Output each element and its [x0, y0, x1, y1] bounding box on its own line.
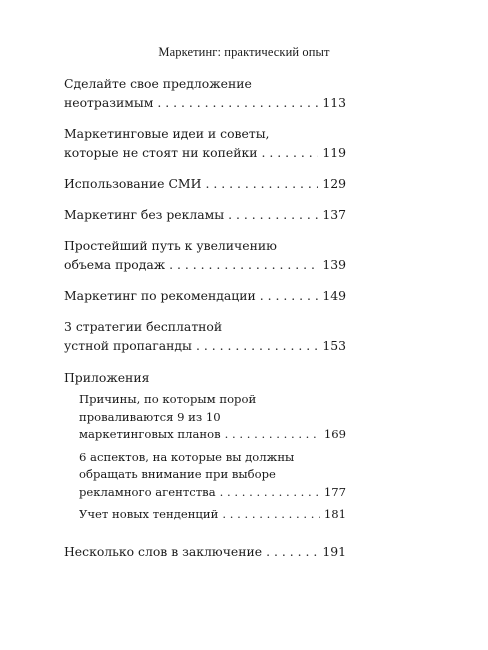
running-head: Маркетинг: практический опыт — [158, 45, 330, 59]
toc-entry-title: Использование СМИ — [64, 176, 202, 191]
leader-dots — [266, 542, 318, 561]
toc-entry-line — [64, 286, 346, 305]
toc-appendix-entries — [64, 391, 346, 524]
toc-page-number: 169 — [323, 427, 346, 441]
leader-dots — [220, 484, 320, 502]
toc-entry-title-line: обращать внимание при выборе — [79, 467, 276, 481]
table-of-contents — [64, 74, 346, 561]
toc-entry-line — [64, 143, 346, 162]
toc-entry-title: устной пропаганды — [64, 338, 192, 353]
toc-page-number: 181 — [323, 507, 346, 521]
toc-entry-title: Учет новых тенденций — [79, 507, 219, 521]
toc-page-number: 149 — [322, 288, 346, 303]
toc-entry[interactable] — [79, 449, 346, 502]
toc-entry-title: неотразимым — [64, 95, 154, 110]
toc-entry-line — [64, 174, 346, 193]
toc-entry-line — [64, 205, 346, 224]
toc-main-entries — [64, 74, 346, 355]
leader-dots — [196, 336, 318, 355]
toc-entry-title-line: Причины, по которым порой — [79, 392, 257, 406]
toc-entry-line — [79, 484, 346, 502]
toc-entry[interactable] — [79, 391, 346, 444]
toc-entry-title-line: проваливаются 9 из 10 — [79, 409, 221, 424]
toc-entry-line — [64, 255, 346, 274]
leader-dots — [225, 426, 320, 444]
toc-entry-line — [79, 506, 346, 524]
toc-entry-title-line: 3 стратегии бесплатной — [64, 319, 223, 334]
toc-entry-line — [79, 426, 346, 444]
toc-entry-closing[interactable] — [64, 542, 346, 561]
toc-entry[interactable] — [64, 317, 346, 355]
toc-entry[interactable] — [64, 236, 346, 274]
toc-page-number: 191 — [322, 543, 346, 559]
leader-dots — [260, 286, 319, 305]
toc-entry-title: которые не стоят ни копейки — [64, 145, 258, 160]
toc-entry[interactable] — [64, 74, 346, 112]
toc-page-number: 139 — [322, 257, 346, 272]
toc-page-number: 129 — [322, 176, 346, 191]
toc-entry-title: маркетинговых планов — [79, 427, 221, 441]
leader-dots — [262, 143, 319, 162]
toc-entry-title: Маркетинг без рекламы — [64, 207, 225, 222]
toc-entry[interactable] — [64, 174, 346, 193]
toc-page-number: 137 — [322, 207, 346, 222]
toc-entry-title-line: 6 аспектов, на которые вы должны — [79, 449, 295, 464]
leader-dots — [222, 506, 320, 524]
leader-dots — [169, 255, 318, 274]
toc-entry-title: рекламного агентства — [79, 484, 216, 499]
toc-entry-title-line: Простейший путь к увеличению — [64, 238, 277, 253]
leader-dots — [157, 93, 318, 112]
toc-entry-line — [64, 93, 346, 112]
toc-entry-title-line: Сделайте свое предложение — [64, 76, 252, 91]
toc-entry-title: Маркетинг по рекомендации — [64, 288, 256, 303]
toc-page-number: 153 — [322, 338, 346, 353]
appendix-heading: Приложения — [64, 370, 150, 385]
leader-dots — [228, 205, 318, 224]
toc-page-number: 177 — [323, 484, 346, 499]
toc-page-number: 119 — [322, 145, 346, 160]
toc-entry-title: объема продаж — [64, 257, 166, 272]
toc-entry-title-line: Маркетинговые идеи и советы, — [64, 126, 270, 141]
leader-dots — [205, 174, 318, 193]
toc-entry-line — [64, 336, 346, 355]
toc-page-number: 113 — [322, 95, 346, 110]
toc-entry[interactable] — [64, 205, 346, 224]
toc-entry-title: Несколько слов в заключение — [64, 543, 263, 559]
toc-entry-line — [64, 542, 346, 561]
toc-entry[interactable] — [79, 506, 346, 524]
toc-entry[interactable] — [64, 124, 346, 162]
toc-entry[interactable] — [64, 286, 346, 305]
